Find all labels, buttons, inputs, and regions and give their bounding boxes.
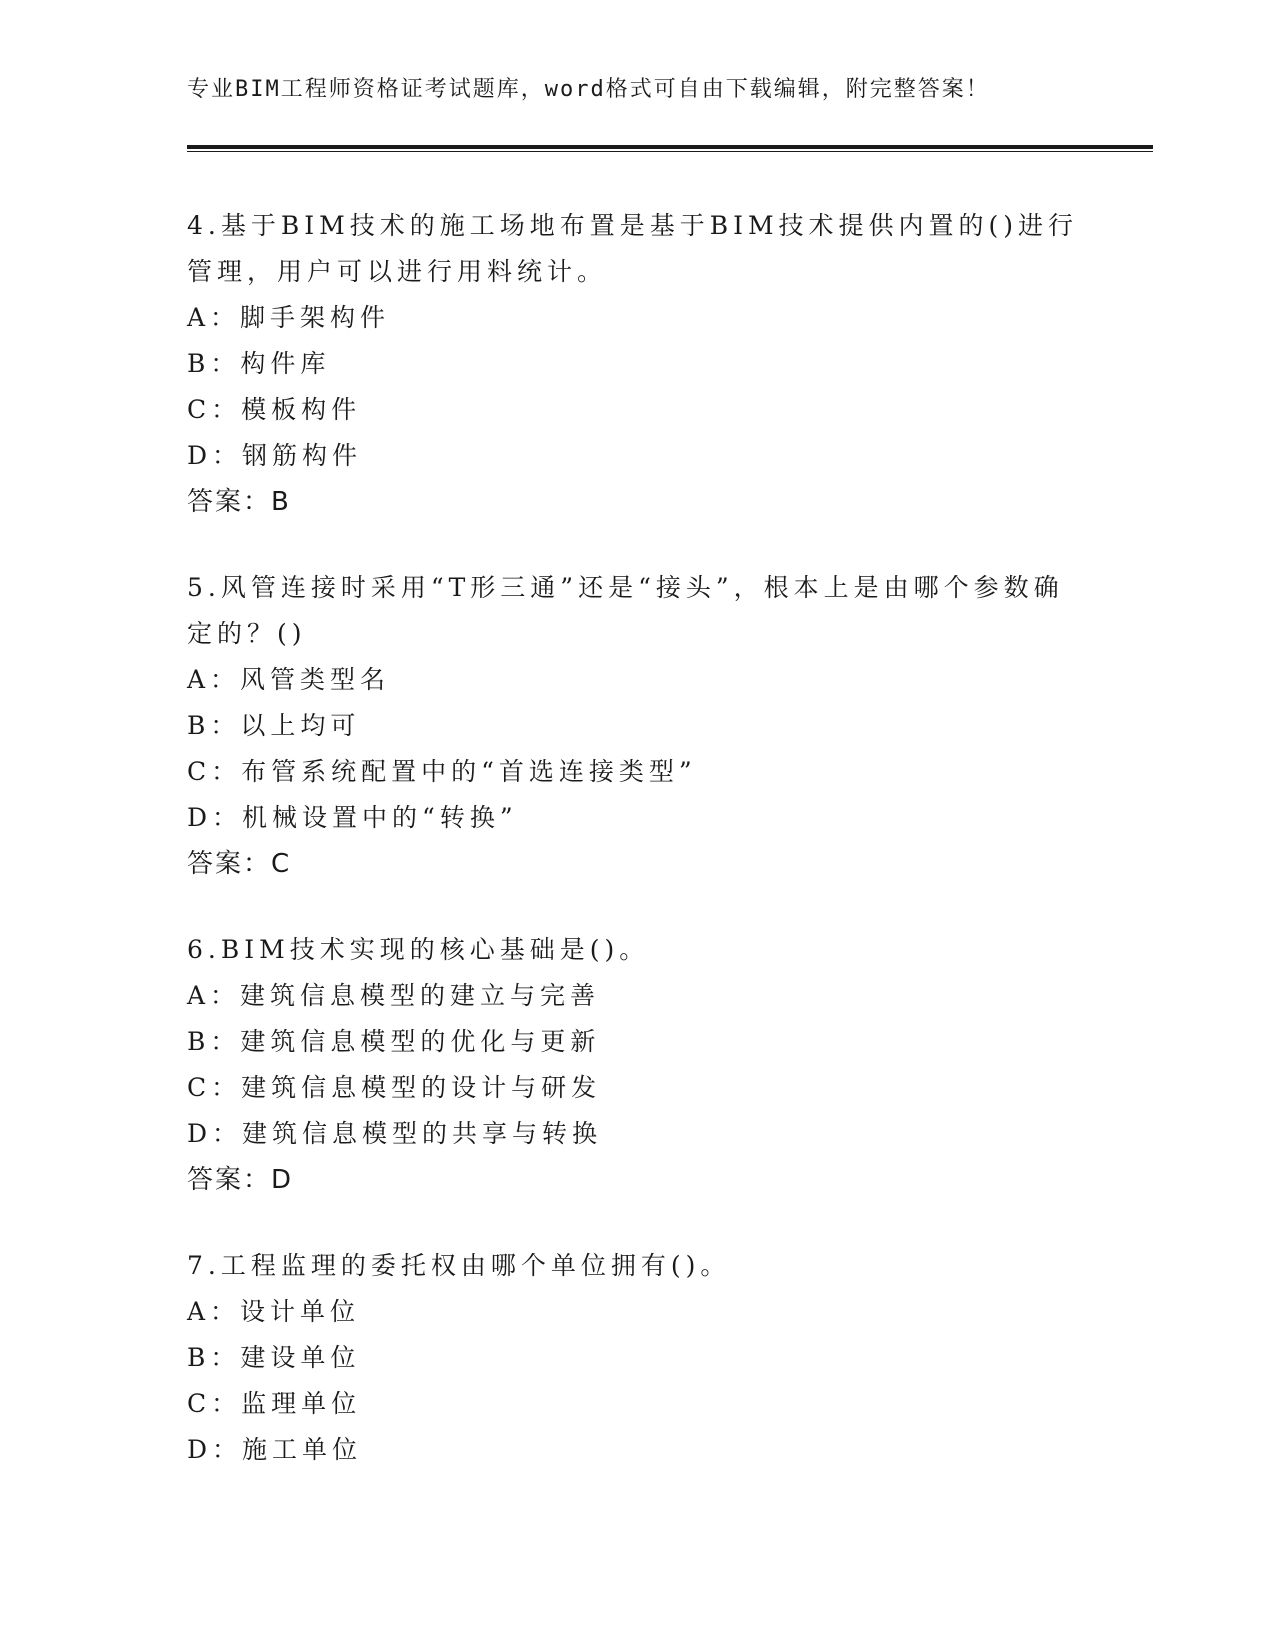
option-a: A：建筑信息模型的建立与完善	[187, 981, 601, 1010]
option-b: B：以上均可	[187, 711, 361, 740]
page-header: 专业BIM工程师资格证考试题库，word格式可自由下载编辑，附完整答案！	[187, 77, 990, 102]
question-stem: 7.工程监理的委托权由哪个单位拥有()。	[187, 1251, 731, 1280]
option-b: B：建筑信息模型的优化与更新	[187, 1027, 601, 1056]
question-stem: 4.基于BIM技术的施工场地布置是基于BIM技术提供内置的()进行管理，用户可以进行用料统计。	[187, 211, 1079, 286]
option-d: D：建筑信息模型的共享与转换	[187, 1119, 603, 1148]
option-b: B：构件库	[187, 349, 331, 378]
option-a: A：设计单位	[187, 1297, 361, 1326]
option-c: C：建筑信息模型的设计与研发	[187, 1073, 602, 1102]
option-b: B：建设单位	[187, 1343, 361, 1372]
header-divider	[187, 145, 1153, 149]
option-d: D：钢筋构件	[187, 441, 363, 470]
answer-line: 答案：B	[187, 487, 291, 517]
header-divider-thin	[187, 151, 1153, 152]
option-a: A：风管类型名	[187, 665, 391, 694]
option-d: D：机械设置中的“转换”	[187, 803, 518, 832]
option-d: D：施工单位	[187, 1435, 363, 1464]
option-c: C：监理单位	[187, 1389, 362, 1418]
option-a: A：脚手架构件	[187, 303, 391, 332]
question-stem: 6.BIM技术实现的核心基础是()。	[187, 935, 650, 964]
question-5	[187, 565, 1087, 887]
question-stem: 5.风管连接时采用“T形三通”还是“接头”，根本上是由哪个参数确定的？()	[187, 573, 1064, 648]
answer-line: 答案：D	[187, 1165, 294, 1195]
option-c: C：模板构件	[187, 395, 362, 424]
question-6	[187, 927, 1087, 1203]
question-7	[187, 1243, 1087, 1473]
option-c: C：布管系统配置中的“首选连接类型”	[187, 757, 697, 786]
answer-line: 答案：C	[187, 849, 292, 879]
question-4	[187, 203, 1087, 525]
question-list	[187, 203, 1087, 1513]
